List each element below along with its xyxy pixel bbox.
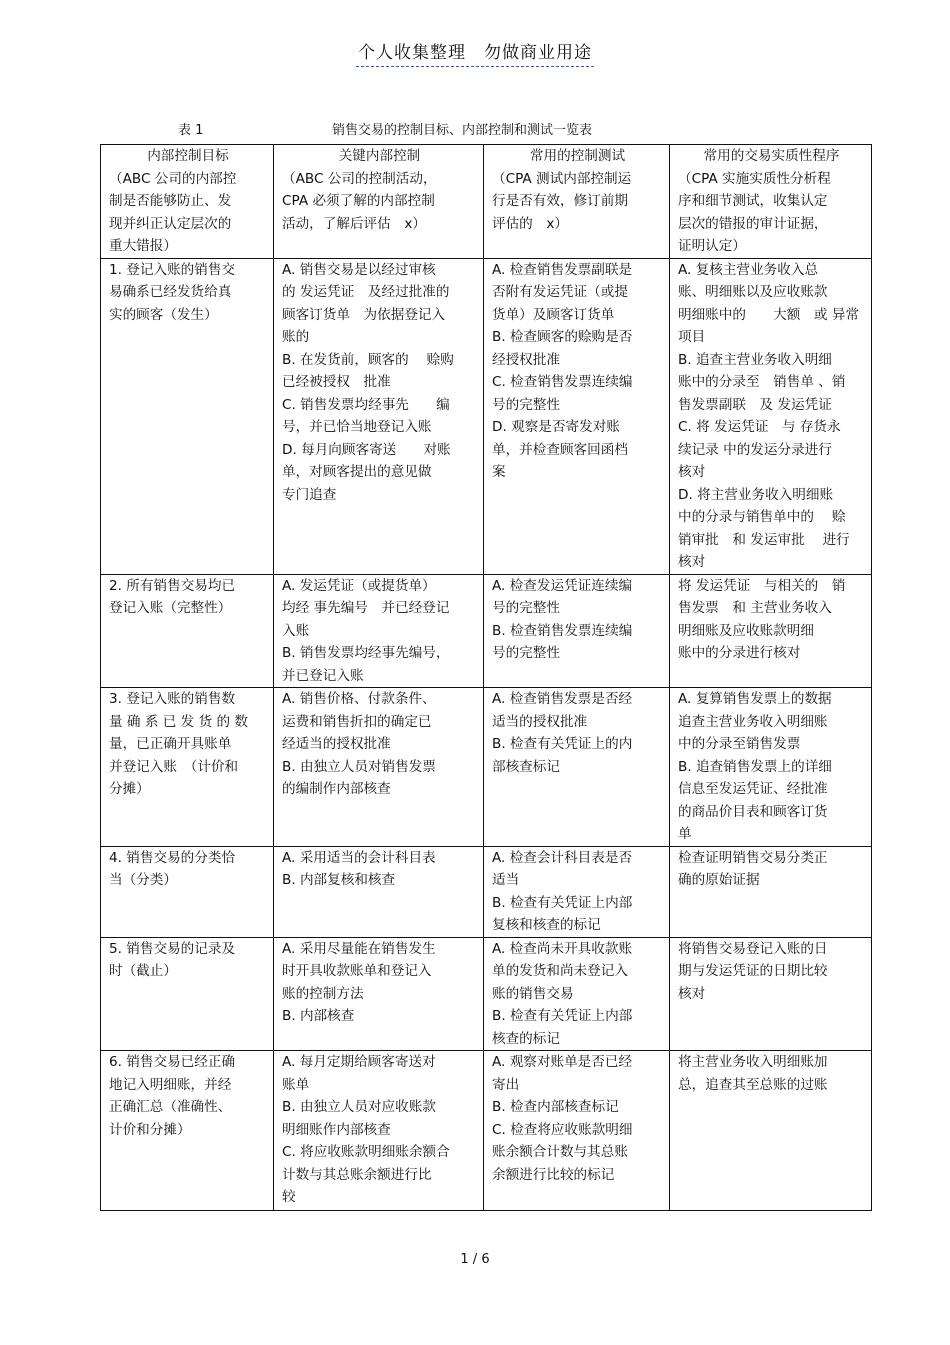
cell-line: 实的顾客（发生） [109,306,218,323]
cell-line: 单，对顾客提出的意见做 [282,464,432,480]
cell-controls [274,937,484,1051]
cell-line: B. 内部核查 [282,1008,355,1024]
column-subtitle-line: 活动，了解后评估 x） [282,215,426,232]
cell-line: B. 检查内部核查标记 [492,1099,619,1115]
cell-line: 量 确 系 已 发 货 的 数 [109,713,248,730]
cell-line: 将主营业务收入明细账加 [678,1054,828,1070]
column-title: 内部控制目标 [147,148,229,164]
cell-controls [274,688,484,847]
table-row [101,937,872,1051]
cell-line: 号的完整性 [492,600,560,616]
cell-line: A. 销售交易是以经过审核 [282,261,436,278]
cell-procedures [670,574,872,688]
page-header-title: 个人收集整理 勿做商业用途 [0,38,950,63]
cell-tests [484,258,670,574]
cell-procedures [670,258,872,574]
cell-controls [274,574,484,688]
cell-line: 登记入账（完整性） [109,600,232,616]
cell-line: 4. 销售交易的分类恰 [109,849,236,866]
cell-line: B. 销售发票均经事先编号， [282,645,450,661]
cell-tests [484,937,670,1051]
cell-line: 单，并检查顾客回函档 [492,441,628,458]
cell-line: 计数与其总账余额进行比 [282,1166,432,1183]
cell-line: B. 追查销售发票上的详细 [678,758,832,775]
cell-line: 的编制作内部核查 [282,781,391,797]
cell-line: 将销售交易登记入账的日 [678,940,828,957]
cell-line: 专门追查 [282,486,337,503]
cell-line: 6. 销售交易已经正确 [109,1054,236,1070]
cell-line: 经适当的授权批准 [282,736,391,752]
cell-line: 账中的分录进行核对 [678,645,801,661]
cell-line: 地记入明细账，并经 [109,1076,232,1093]
column-subtitle-line: （ABC 公司的内部控 [109,170,237,187]
cell-objective [101,1051,274,1211]
cell-line: 均经 事先编号 并已经登记 [282,600,450,616]
table-row [101,1051,872,1211]
cell-line: 分摊） [109,781,150,797]
cell-line: 运费和销售折扣的确定已 [282,713,432,730]
cell-line: 核对 [678,464,706,480]
cell-line: A. 发运凭证（或提货单） [282,577,436,594]
cell-line: 将 发运凭证 与相关的 销 [678,577,846,594]
cell-line: C. 检查销售发票连续编 [492,374,633,390]
cell-line: C. 将 发运凭证 与 存货永 [678,419,841,435]
cell-line: 单的发货和尚未登记入 [492,963,628,979]
cell-line: 5. 销售交易的记录及 [109,940,236,957]
cell-line: A. 检查发运凭证连续编 [492,577,633,594]
cell-line: B. 内部复核和核查 [282,872,396,888]
cell-line: C. 将应收账款明细账余额合 [282,1144,450,1160]
cell-line: 3. 登记入账的销售数 [109,691,236,707]
cell-line: 入账 [282,622,310,639]
cell-line: C. 销售发票均经事先 编 [282,396,450,413]
cell-line: 账、明细账以及应收账款 [678,284,828,300]
column-title: 关键内部控制 [338,148,421,164]
cell-line: 2. 所有销售交易均已 [109,577,236,594]
cell-line: B. 由独立人员对应收账款 [282,1099,436,1115]
cell-line: 时开具收款账单和登记入 [282,963,432,979]
cell-objective [101,258,274,574]
cell-line: 的 发运凭证 及经过批准的 [282,284,450,300]
cell-tests [484,688,670,847]
cell-line: 账中的分录至 销售单 、销 [678,374,846,390]
cell-line: 明细账作内部核查 [282,1121,391,1138]
cell-tests [484,574,670,688]
cell-line: B. 检查销售发票连续编 [492,622,633,639]
cell-line: 核查的标记 [492,1030,560,1047]
cell-line: B. 检查有关凭证上内部 [492,1008,633,1024]
cell-tests [484,1051,670,1211]
cell-line: 的商品价目表和顾客订货 [678,803,828,820]
cell-line: 追查主营业务收入明细账 [678,713,828,730]
column-subtitle-line: （CPA 实施实质性分析程 [678,170,831,187]
cell-line: 已经被授权 批准 [282,374,391,390]
column-subtitle-line: （ABC 公司的控制活动， [282,170,437,187]
cell-line: A. 采用尽量能在销售发生 [282,940,436,957]
cell-controls [274,846,484,937]
cell-line: D. 观察是否寄发对账 [492,419,620,435]
cell-line: 并登记入账 （计价和 [109,758,239,775]
cell-line: B. 追查主营业务收入明细 [678,351,832,368]
cell-line: 明细账中的 大额 或 异常 [678,306,860,323]
column-title: 常用的交易实质性程序 [703,148,840,164]
cell-line: 案 [492,464,506,480]
cell-line: 经授权批准 [492,351,560,368]
cell-line: 信息至发运凭证、经批准 [678,781,828,797]
table-caption-text: 销售交易的控制目标、内部控制和测试一览表 [332,123,593,138]
cell-line: 续记录 中的发运分录进行 [678,441,832,458]
cell-line: 计价和分摊） [109,1121,191,1138]
header-procedures [670,145,872,259]
cell-line: 账的控制方法 [282,985,364,1002]
table-row [101,846,872,937]
cell-line: 销审批 和 发运审批 进行 [678,531,850,548]
cell-controls [274,258,484,574]
cell-line: 售发票副联 及 发运凭证 [678,396,832,413]
cell-line: 检查证明销售交易分类正 [678,849,828,866]
cell-line: B. 检查有关凭证上内部 [492,894,633,911]
cell-line: 单 [678,826,692,842]
header-tests [484,145,670,259]
column-subtitle-line: 重大错报） [109,238,177,254]
cell-line: 易确系已经发货给真 [109,284,232,300]
cell-line: 售发票 和 主营业务收入 [678,600,832,616]
cell-line: 账单 [282,1076,310,1093]
column-title: 常用的控制测试 [529,148,626,164]
cell-objective [101,937,274,1051]
cell-line: A. 检查销售发票是否经 [492,691,633,707]
cell-line: 中的分录至销售发票 [678,736,801,752]
cell-line: 适当的授权批准 [492,713,588,730]
cell-procedures [670,937,872,1051]
cell-line: 号的完整性 [492,645,560,661]
cell-line: A. 采用适当的会计科目表 [282,849,436,866]
table-row [101,688,872,847]
cell-line: A. 销售价格、付款条件、 [282,691,436,707]
cell-line: 1. 登记入账的销售交 [109,261,236,278]
cell-line: 号，并已恰当地登记入账 [282,419,432,435]
cell-line: 否附有发运凭证（或提 [492,284,628,300]
control-objectives-table [100,144,872,1211]
column-subtitle-line: 层次的错报的审计证据， [678,215,828,232]
cell-line: 部核查标记 [492,758,560,775]
cell-line: 正确汇总（准确性、 [109,1099,232,1115]
column-subtitle-line: （CPA 测试内部控制运 [492,170,632,187]
column-subtitle-line: 行是否有效，修订前期 [492,193,628,209]
cell-objective [101,574,274,688]
column-subtitle-line: 证明认定） [678,238,746,254]
cell-tests [484,846,670,937]
cell-line: B. 检查顾客的赊购是否 [492,329,633,345]
cell-line: A. 复核主营业务收入总 [678,261,819,278]
header-controls [274,145,484,259]
cell-line: 账余额合计数与其总账 [492,1144,628,1160]
cell-line: 确的原始证据 [678,872,760,888]
cell-line: 当（分类） [109,872,177,888]
cell-line: 核对 [678,554,706,570]
page-number: 1 / 6 [460,1252,490,1267]
cell-line: 账的销售交易 [492,985,574,1002]
cell-procedures [670,688,872,847]
cell-line: 明细账及应收账款明细 [678,622,814,639]
cell-line: C. 检查将应收账款明细 [492,1121,633,1138]
cell-line: A. 观察对账单是否已经 [492,1054,633,1070]
cell-line: 较 [282,1189,296,1205]
cell-line: 余额进行比较的标记 [492,1166,615,1183]
table-row [101,574,872,688]
column-subtitle-line: 序和细节测试，收集认定 [678,193,828,209]
cell-line: B. 由独立人员对销售发票 [282,758,436,775]
column-subtitle-line: 评估的 x） [492,215,569,232]
cell-line: 顾客订货单 为依据登记入 [282,306,446,323]
cell-line: 复核和核查的标记 [492,917,601,933]
cell-line: D. 将主营业务收入明细账 [678,486,834,503]
cell-procedures [670,1051,872,1211]
cell-line: 项目 [678,329,706,345]
cell-line: A. 检查会计科目表是否 [492,849,633,866]
cell-objective [101,846,274,937]
column-subtitle-line: 制是否能够防止、发 [109,193,232,209]
cell-line: 寄出 [492,1076,520,1093]
cell-line: 核对 [678,985,706,1002]
table-row [101,258,872,574]
cell-procedures [670,846,872,937]
cell-line: 适当 [492,872,520,888]
cell-line: 账的 [282,329,310,345]
cell-objective [101,688,274,847]
cell-line: 时（截止） [109,963,177,979]
column-subtitle-line: 现并纠正认定层次的 [109,215,232,232]
cell-line: 并已登记入账 [282,667,364,684]
cell-line: 期与发运凭证的日期比较 [678,963,828,979]
header-objective [101,145,274,259]
cell-line: 中的分录与销售单中的 赊 [678,509,846,525]
cell-line: A. 每月定期给顾客寄送对 [282,1054,436,1070]
cell-line: D. 每月向顾客寄送 对账 [282,441,451,458]
column-subtitle-line: CPA 必须了解的内部控制 [282,193,435,209]
table-caption-label: 表 1 [178,123,204,138]
cell-line: 量，已正确开具账单 [109,736,232,752]
cell-line: A. 检查尚未开具收款账 [492,940,633,957]
cell-line: 号的完整性 [492,396,560,413]
cell-line: 货单）及顾客订货单 [492,306,615,323]
cell-line: A. 复算销售发票上的数据 [678,691,832,707]
cell-line: A. 检查销售发票副联是 [492,261,633,278]
cell-controls [274,1051,484,1211]
table-header-row [101,145,872,259]
cell-line: 总，追查其至总账的过账 [678,1076,828,1093]
cell-line: B. 检查有关凭证上的内 [492,736,633,752]
cell-line: B. 在发货前，顾客的 赊购 [282,351,454,368]
